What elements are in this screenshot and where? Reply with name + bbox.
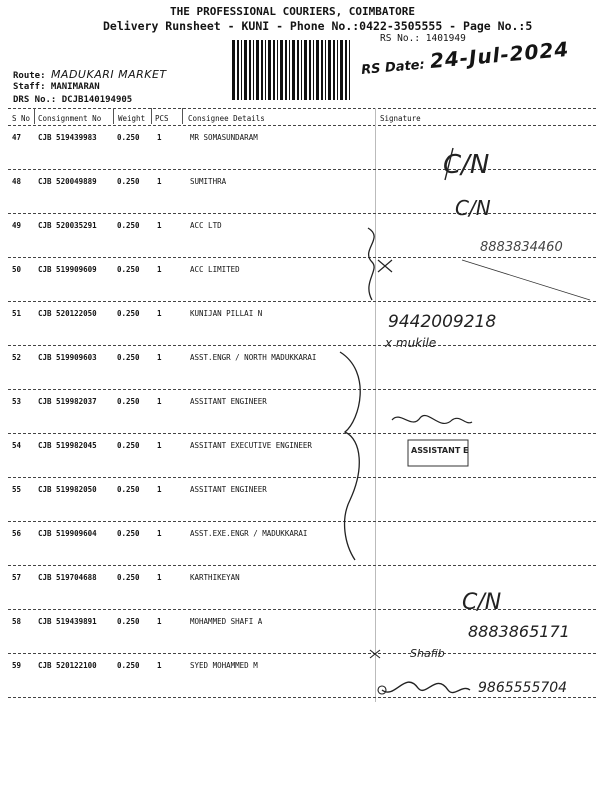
stamp-text: ASSISTANT E (411, 446, 469, 455)
col-weight: Weight (118, 114, 146, 123)
barcode-bar (289, 40, 290, 100)
handwritten-cn: C/N (462, 590, 502, 615)
row-divider (8, 389, 596, 390)
row-pcs: 1 (157, 485, 162, 494)
barcode-bar (265, 40, 266, 100)
row-consignment-no: CJB 519909603 (38, 353, 97, 362)
row-sno: 53 (12, 397, 22, 406)
row-consignee: ASSITANT ENGINEER (190, 397, 267, 406)
barcode-bar (268, 40, 271, 100)
row-sno: 55 (12, 485, 22, 494)
table-row (0, 265, 600, 309)
handwritten-phone: 9865555704 (478, 680, 568, 696)
row-weight: 0.250 (117, 485, 140, 494)
handwritten-phone: 9442009218 (388, 312, 497, 332)
row-consignment-no: CJB 520035291 (38, 221, 97, 230)
table-row (0, 177, 600, 221)
barcode-bar (232, 40, 235, 100)
handwritten-note: x mukile (385, 336, 437, 350)
row-sno: 54 (12, 441, 22, 450)
row-consignee: ASST.ENGR / NORTH MADUKKARAI (190, 353, 317, 362)
handwritten-phone: 8883834460 (480, 240, 563, 255)
barcode-bar (253, 40, 254, 100)
barcode-bar (256, 40, 259, 100)
col-consignee: Consignee Details (188, 114, 265, 123)
col-pcs: PCS (155, 114, 169, 123)
header-bottom-rule (8, 125, 596, 126)
barcode-bar (273, 40, 275, 100)
row-pcs: 1 (157, 309, 162, 318)
row-consignee: SUMITHRA (190, 177, 227, 186)
barcode-bar (309, 40, 311, 100)
row-consignment-no: CJB 519439983 (38, 133, 97, 142)
row-sno: 57 (12, 573, 22, 582)
handwritten-cn: C/N (455, 196, 491, 220)
row-divider (8, 213, 596, 214)
handwritten-phone: 8883865171 (468, 622, 570, 641)
row-consignment-no: CJB 519982037 (38, 397, 97, 406)
row-sno: 51 (12, 309, 22, 318)
row-divider (8, 345, 596, 346)
row-weight: 0.250 (117, 133, 140, 142)
row-divider (8, 477, 596, 478)
row-sno: 56 (12, 529, 22, 538)
row-weight: 0.250 (117, 353, 140, 362)
barcode-bar (313, 40, 314, 100)
row-weight: 0.250 (117, 661, 140, 670)
row-pcs: 1 (157, 529, 162, 538)
row-consignee: MOHAMMED SHAFI A (190, 617, 263, 626)
row-weight: 0.250 (117, 265, 140, 274)
row-divider (8, 433, 596, 434)
staff-line: Staff: MANIMARAN (13, 82, 100, 92)
row-sno: 47 (12, 133, 22, 142)
table-row (0, 309, 600, 353)
barcode-bar (244, 40, 247, 100)
row-consignee: ASST.EXE.ENGR / MADUKKARAI (190, 529, 308, 538)
row-divider (8, 565, 596, 566)
table-row (0, 485, 600, 529)
row-weight: 0.250 (117, 573, 140, 582)
row-pcs: 1 (157, 265, 162, 274)
row-consignee: ASSITANT ENGINEER (190, 485, 267, 494)
row-pcs: 1 (157, 617, 162, 626)
barcode-bar (345, 40, 347, 100)
barcode-bar (249, 40, 251, 100)
barcode-bar (325, 40, 326, 100)
col-consignment: Consignment No (38, 114, 102, 123)
row-divider (8, 169, 596, 170)
row-weight: 0.250 (117, 177, 140, 186)
row-weight: 0.250 (117, 617, 140, 626)
col-divider (151, 108, 152, 124)
row-consignment-no: CJB 519982045 (38, 441, 97, 450)
drs-number: DRS No.: DCJB140194905 (13, 95, 133, 105)
barcode-bar (316, 40, 319, 100)
barcode-bar (237, 40, 239, 100)
table-row (0, 529, 600, 573)
row-divider (8, 521, 596, 522)
row-consignee: KARTHIKEYAN (190, 573, 240, 582)
row-consignment-no: CJB 519982050 (38, 485, 97, 494)
barcode-bar (292, 40, 295, 100)
row-consignee: KUNIJAN PILLAI N (190, 309, 263, 318)
row-weight: 0.250 (117, 529, 140, 538)
route-label: Route: (13, 71, 46, 81)
row-consignee: ASSITANT EXECUTIVE ENGINEER (190, 441, 312, 450)
table-row (0, 133, 600, 177)
table-row (0, 573, 600, 617)
row-pcs: 1 (157, 133, 162, 142)
route-line (13, 68, 167, 81)
col-divider (113, 108, 114, 124)
handwritten-signer-name: Shafib (410, 647, 445, 660)
row-consignment-no: CJB 519439891 (38, 617, 97, 626)
row-divider (8, 609, 596, 610)
row-sno: 58 (12, 617, 22, 626)
row-sno: 52 (12, 353, 22, 362)
row-pcs: 1 (157, 353, 162, 362)
barcode-bar (328, 40, 331, 100)
barcode-bar (333, 40, 335, 100)
col-divider (182, 108, 183, 124)
row-sno: 48 (12, 177, 22, 186)
barcode-bar (241, 40, 242, 100)
row-pcs: 1 (157, 177, 162, 186)
row-weight: 0.250 (117, 397, 140, 406)
barcode-bar (349, 40, 350, 100)
row-pcs: 1 (157, 661, 162, 670)
row-weight: 0.250 (117, 221, 140, 230)
route-value: MADUKARI MARKET (50, 68, 167, 81)
row-divider (8, 257, 596, 258)
barcode-bar (304, 40, 307, 100)
table-row (0, 397, 600, 441)
row-consignment-no: CJB 519704688 (38, 573, 97, 582)
row-divider (8, 301, 596, 302)
barcode-bar (297, 40, 299, 100)
barcode-graphic (232, 40, 352, 100)
rs-date-label: RS Date: (360, 57, 426, 79)
barcode-bar (301, 40, 302, 100)
barcode-bar (321, 40, 323, 100)
runsheet-title: Delivery Runsheet - KUNI - Phone No.:0422-3505555 - Page No.:5 (103, 19, 533, 33)
row-pcs: 1 (157, 441, 162, 450)
barcode-bar (337, 40, 338, 100)
header-top-rule (8, 108, 596, 109)
barcode-bar (261, 40, 263, 100)
rs-date-value: 24-Jul-2024 (428, 36, 571, 73)
table-row (0, 353, 600, 397)
row-weight: 0.250 (117, 309, 140, 318)
col-sno: S No (12, 114, 31, 123)
row-consignment-no: CJB 520122050 (38, 309, 97, 318)
row-consignee: SYED MOHAMMED M (190, 661, 258, 670)
row-pcs: 1 (157, 573, 162, 582)
barcode-bar (280, 40, 283, 100)
row-weight: 0.250 (117, 441, 140, 450)
barcode-bar (285, 40, 287, 100)
row-sno: 50 (12, 265, 22, 274)
row-sno: 59 (12, 661, 22, 670)
company-name: THE PROFESSIONAL COURIERS, COIMBATORE (170, 5, 416, 18)
handwritten-cn: C/N (443, 150, 490, 180)
row-consignment-no: CJB 519909604 (38, 529, 97, 538)
row-pcs: 1 (157, 221, 162, 230)
barcode-bar (340, 40, 343, 100)
col-divider (34, 108, 35, 124)
row-consignee: ACC LTD (190, 221, 222, 230)
barcode-bar (277, 40, 278, 100)
col-signature: Signature (380, 114, 421, 123)
row-consignment-no: CJB 519909609 (38, 265, 97, 274)
row-pcs: 1 (157, 397, 162, 406)
row-divider (8, 697, 596, 698)
row-divider (8, 653, 596, 654)
row-consignment-no: CJB 520122100 (38, 661, 97, 670)
row-consignee: MR SOMASUNDARAM (190, 133, 258, 142)
row-sno: 49 (12, 221, 22, 230)
rs-number: RS No.: 1401949 (380, 33, 466, 44)
row-consignee: ACC LIMITED (190, 265, 240, 274)
table-row (0, 441, 600, 485)
row-consignment-no: CJB 520049889 (38, 177, 97, 186)
